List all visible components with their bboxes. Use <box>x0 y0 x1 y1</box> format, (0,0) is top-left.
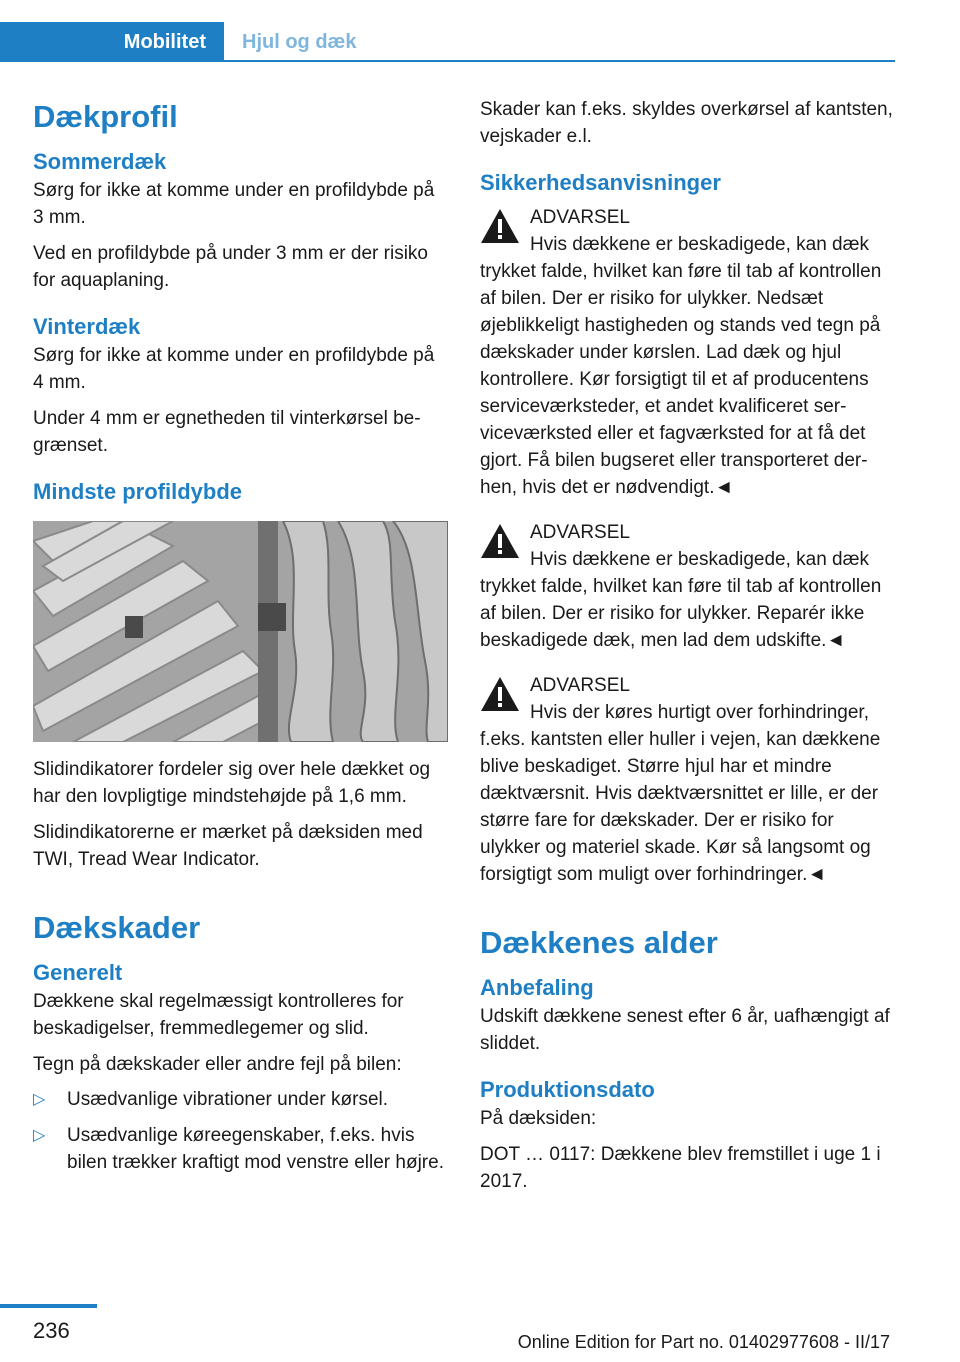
heading-safety: Sikkerhedsanvisninger <box>480 170 721 195</box>
tab-mobilitet[interactable] <box>0 22 224 62</box>
winter-text-1: Sørg for ikke at komme under en profildybde på 4 mm. <box>33 345 435 393</box>
warning-title: ADVARSEL <box>530 675 630 696</box>
warning-text-first: Hvis dækkene er beskadigede, kan dæk <box>530 234 870 255</box>
footer-rule <box>0 1304 97 1308</box>
heading-summer: Sommerdæk <box>33 149 167 174</box>
list-item <box>33 1122 448 1176</box>
header-tabbar <box>0 22 895 62</box>
warning-text: trykket falde, hvilket kan føre til tab af kontrollen af bilen. Der er risiko for ulykker. Reparér ikke beskadigede dæk, men lad dem udskifte.◄ <box>480 576 882 651</box>
heading-tread: Dækprofil <box>33 99 178 134</box>
list-item-text: Usædvanlige vibrationer under kørsel. <box>67 1089 389 1110</box>
production-text-1: På dæksiden: <box>480 1108 597 1129</box>
warning-triangle-icon <box>480 523 520 559</box>
tab-hjul-og-daek[interactable] <box>224 22 895 62</box>
tab-hjul-og-daek-label: Hjul og dæk <box>242 31 357 53</box>
tread-illustration <box>33 521 448 742</box>
warning-title: ADVARSEL <box>530 522 630 543</box>
warning-text: trykket falde, hvilket kan føre til tab af kontrollen af bilen. Der er risiko for ulykker. Nedsæt øjeblikkeligt hastigheden og stands ved tegn på dækskader under kørslen. Lad dæk og hjul kontrollere. Kør forsigtigt til et af producentens serviceværksteder, et andet kvalificeret serviceværksted eller et fagværksted for at få det gjort. Få bilen bugseret eller transporteret derhen, hvis det er nødvendigt.◄ <box>480 261 882 498</box>
edition-note: Online Edition for Part no. 01402977608 - II/17 <box>517 1332 890 1352</box>
warning-triangle-icon <box>480 208 520 244</box>
warning-title: ADVARSEL <box>530 207 630 228</box>
heading-production-date: Produktionsdato <box>480 1077 655 1102</box>
warning-text: f.eks. kantsten eller huller i vejen, kan dækkene blive beskadiget. Større hjul har et mindre dæktværsnit. Hvis dæktværsnittet er lille, er der større fare for dækskader. Der er risiko for ulykker og materiel skade. Kør så langsomt og forsigtigt som muligt over forhindringer.◄ <box>480 729 881 885</box>
general-text-1: Dækkene skal regelmæssigt kontrolleres for beskadigelser, fremmedlegemer og slid. <box>33 991 404 1039</box>
heading-min-tread: Mindste profildybde <box>33 479 242 504</box>
heading-recommendation: Anbefaling <box>480 975 594 1000</box>
left-column <box>33 96 448 1176</box>
list-item-text: Usædvanlige køreegenskaber, f.eks. hvis bilen trækker kraftigt mod venstre eller højre. <box>67 1125 444 1173</box>
heading-winter: Vinterdæk <box>33 314 141 339</box>
recommendation-text: Udskift dækkene senest efter 6 år, uafhængigt af sliddet. <box>480 1006 890 1054</box>
right-column <box>480 96 895 1195</box>
warning-triangle-icon <box>480 676 520 712</box>
heading-damage: Dækskader <box>33 910 201 945</box>
warning-block <box>480 519 895 654</box>
heading-general: Generelt <box>33 960 123 985</box>
warning-block <box>480 204 895 501</box>
page-number: 236 <box>33 1318 70 1343</box>
min-text-2: Slidindikatorerne er mærket på dæksiden med TWI, Tread Wear Indicator. <box>33 822 423 870</box>
warning-text-first: Hvis der køres hurtigt over forhindringer, <box>530 702 869 723</box>
triangle-bullet-icon: ▷ <box>33 1127 46 1144</box>
triangle-bullet-icon: ▷ <box>33 1091 46 1108</box>
warning-block <box>480 672 895 888</box>
min-text-1: Slidindikatorer fordeler sig over hele dækket og har den lovpligtige mindstehøjde på 1,6 mm. <box>33 759 431 807</box>
tab-mobilitet-label: Mobilitet <box>123 31 206 53</box>
intro-text: Skader kan f.eks. skyldes overkørsel af kantsten, vejskader e.l. <box>480 99 893 147</box>
production-text-2: DOT … 0117: Dækkene blev fremstillet i uge 1 i 2017. <box>480 1144 881 1192</box>
general-text-2: Tegn på dækskader eller andre fejl på bilen: <box>33 1054 402 1075</box>
winter-text-2: Under 4 mm er egnetheden til vinterkørsel begrænset. <box>33 408 421 456</box>
list-item <box>33 1086 448 1113</box>
heading-tire-age: Dækkenes alder <box>480 925 718 960</box>
warning-text-first: Hvis dækkene er beskadigede, kan dæk <box>530 549 870 570</box>
summer-text-1: Sørg for ikke at komme under en profildybde på 3 mm. <box>33 180 435 228</box>
summer-text-2: Ved en profildybde på under 3 mm er der risiko for aquaplaning. <box>33 243 428 291</box>
